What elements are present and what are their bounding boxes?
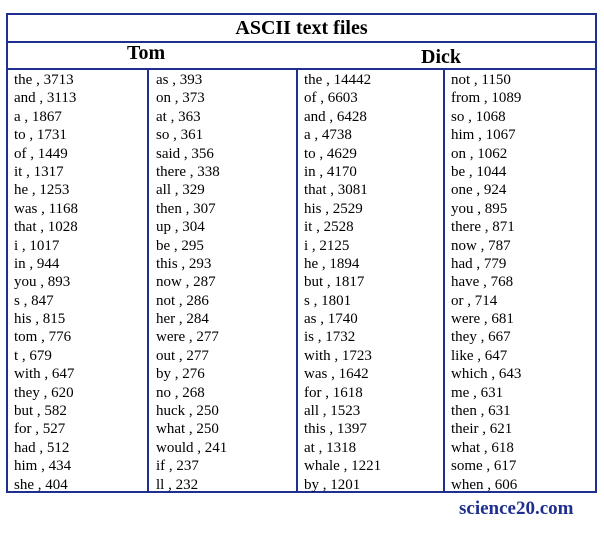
table-title: ASCII text files bbox=[8, 15, 595, 43]
word-count-cell: and , 6428 bbox=[304, 108, 367, 125]
word-count-cell: what , 250 bbox=[156, 421, 219, 438]
word-count-cell: were , 277 bbox=[156, 329, 219, 346]
word-count-cell: for , 527 bbox=[14, 421, 66, 438]
word-count-cell: you , 895 bbox=[451, 200, 508, 217]
word-count-cell: this , 1397 bbox=[304, 421, 367, 438]
word-count-cell: him , 1067 bbox=[451, 127, 516, 144]
word-count-cell: no , 268 bbox=[156, 384, 205, 401]
word-count-cell: now , 287 bbox=[156, 274, 216, 291]
word-count-cell: by , 1201 bbox=[304, 476, 361, 493]
word-count-cell: that , 1028 bbox=[14, 219, 78, 236]
word-count-cell: have , 768 bbox=[451, 274, 514, 291]
word-count-cell: i , 1017 bbox=[14, 237, 60, 254]
word-count-cell: you , 893 bbox=[14, 274, 71, 291]
dick-column-1 bbox=[296, 70, 443, 491]
dick-column-2 bbox=[443, 70, 595, 491]
word-count-cell: ll , 232 bbox=[156, 476, 199, 493]
word-count-cell: for , 1618 bbox=[304, 384, 363, 401]
tom-header: Tom bbox=[127, 42, 166, 64]
word-count-cell: as , 393 bbox=[156, 72, 203, 88]
word-count-cell: to , 1731 bbox=[14, 127, 67, 144]
word-count-cell: it , 1317 bbox=[14, 163, 64, 180]
word-count-cell: be , 295 bbox=[156, 237, 204, 254]
word-count-cell: which , 643 bbox=[451, 366, 522, 383]
word-count-cell: or , 714 bbox=[451, 292, 498, 309]
tom-column-2 bbox=[147, 70, 296, 491]
word-count-cell: they , 620 bbox=[14, 384, 74, 401]
word-count-cell: his , 815 bbox=[14, 311, 66, 328]
word-count-cell: t , 679 bbox=[14, 347, 52, 364]
word-count-cell: be , 1044 bbox=[451, 163, 507, 180]
word-count-cell: this , 293 bbox=[156, 255, 212, 272]
word-count-cell: to , 4629 bbox=[304, 145, 357, 162]
word-count-cell: in , 4170 bbox=[304, 163, 357, 180]
word-count-cell: when , 606 bbox=[451, 476, 518, 493]
tom-column-1 bbox=[8, 70, 147, 491]
word-count-cell: his , 2529 bbox=[304, 200, 363, 217]
word-count-cell: out , 277 bbox=[156, 347, 209, 364]
word-count-cell: from , 1089 bbox=[451, 90, 522, 107]
word-count-cell: if , 237 bbox=[156, 458, 199, 475]
word-count-cell: there , 338 bbox=[156, 163, 220, 180]
source-credit: science20.com bbox=[459, 498, 574, 519]
word-count-cell: tom , 776 bbox=[14, 329, 72, 346]
word-count-cell: then , 631 bbox=[451, 403, 511, 420]
word-count-cell: said , 356 bbox=[156, 145, 214, 162]
word-count-cell: he , 1253 bbox=[14, 182, 70, 199]
word-count-cell: in , 944 bbox=[14, 255, 60, 272]
word-count-cell: it , 2528 bbox=[304, 219, 354, 236]
word-grid bbox=[8, 68, 595, 491]
word-count-cell: with , 1723 bbox=[304, 347, 372, 364]
word-count-cell: there , 871 bbox=[451, 219, 515, 236]
word-count-cell: at , 1318 bbox=[304, 439, 357, 456]
word-count-cell: by , 276 bbox=[156, 366, 205, 383]
word-count-cell: she , 404 bbox=[14, 476, 68, 493]
word-count-cell: not , 1150 bbox=[451, 72, 511, 88]
word-count-cell: like , 647 bbox=[451, 347, 508, 364]
word-count-cell: had , 512 bbox=[14, 439, 70, 456]
word-count-cell: i , 2125 bbox=[304, 237, 350, 254]
word-count-cell: huck , 250 bbox=[156, 403, 219, 420]
word-count-cell: at , 363 bbox=[156, 108, 201, 125]
word-count-cell: what , 618 bbox=[451, 439, 514, 456]
word-count-cell: the , 3713 bbox=[14, 72, 74, 88]
word-count-cell: was , 1168 bbox=[14, 200, 79, 217]
word-count-cell: their , 621 bbox=[451, 421, 513, 438]
word-count-cell: not , 286 bbox=[156, 292, 209, 309]
word-count-cell: him , 434 bbox=[14, 458, 72, 475]
word-count-cell: but , 1817 bbox=[304, 274, 365, 291]
word-count-cell: so , 1068 bbox=[451, 108, 506, 125]
word-count-cell: all , 329 bbox=[156, 182, 205, 199]
word-count-cell: up , 304 bbox=[156, 219, 205, 236]
word-count-cell: so , 361 bbox=[156, 127, 204, 144]
word-count-cell: some , 617 bbox=[451, 458, 517, 475]
word-count-cell: me , 631 bbox=[451, 384, 504, 401]
word-count-cell: s , 847 bbox=[14, 292, 54, 309]
word-count-cell: and , 3113 bbox=[14, 90, 77, 107]
word-count-cell: he , 1894 bbox=[304, 255, 360, 272]
word-count-cell: now , 787 bbox=[451, 237, 511, 254]
word-count-cell: then , 307 bbox=[156, 200, 216, 217]
word-count-cell: is , 1732 bbox=[304, 329, 356, 346]
word-count-cell: one , 924 bbox=[451, 182, 507, 199]
word-count-cell: they , 667 bbox=[451, 329, 511, 346]
word-count-cell: that , 3081 bbox=[304, 182, 368, 199]
word-count-cell: on , 373 bbox=[156, 90, 205, 107]
word-count-cell: whale , 1221 bbox=[304, 458, 382, 475]
word-count-cell: was , 1642 bbox=[304, 366, 369, 383]
word-count-cell: would , 241 bbox=[156, 439, 228, 456]
dick-header: Dick bbox=[421, 46, 461, 68]
word-count-cell: of , 6603 bbox=[304, 90, 358, 107]
word-count-cell: the , 14442 bbox=[304, 72, 372, 88]
word-count-cell: s , 1801 bbox=[304, 292, 352, 309]
word-count-cell: on , 1062 bbox=[451, 145, 508, 162]
ascii-table bbox=[6, 13, 597, 493]
word-count-cell: as , 1740 bbox=[304, 311, 358, 328]
word-count-cell: were , 681 bbox=[451, 311, 514, 328]
word-count-cell: had , 779 bbox=[451, 255, 507, 272]
word-count-cell: a , 4738 bbox=[304, 127, 352, 144]
word-count-cell: but , 582 bbox=[14, 403, 67, 420]
word-count-cell: a , 1867 bbox=[14, 108, 62, 125]
word-count-cell: of , 1449 bbox=[14, 145, 68, 162]
word-count-cell: her , 284 bbox=[156, 311, 209, 328]
word-count-cell: all , 1523 bbox=[304, 403, 361, 420]
word-count-cell: with , 647 bbox=[14, 366, 75, 383]
